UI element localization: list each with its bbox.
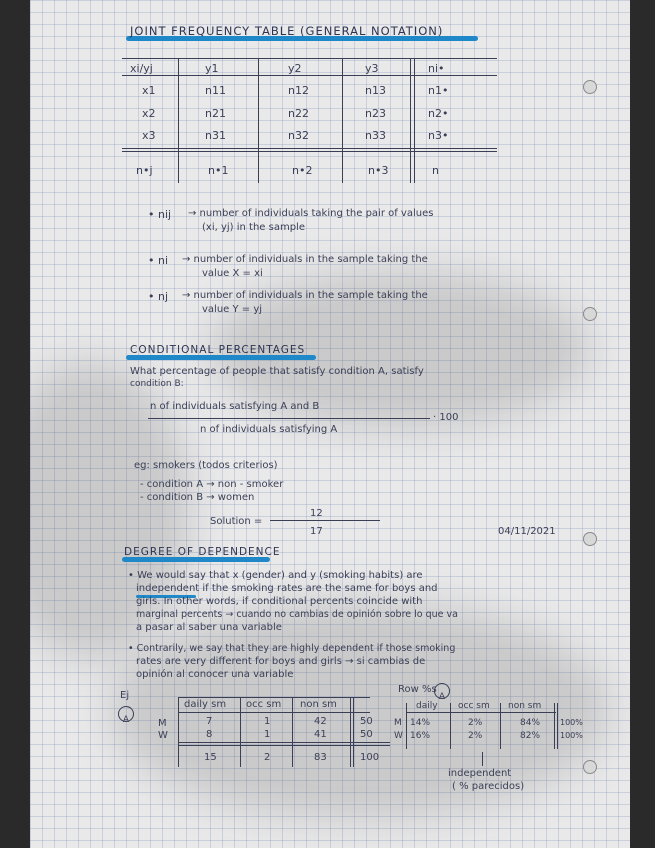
- solution-fraction-bar: [270, 520, 380, 521]
- table-cell: n3•: [428, 129, 449, 142]
- table-cell: n13: [365, 84, 386, 97]
- definition-text: value X = xi: [202, 268, 263, 279]
- table-cell: x3: [142, 129, 156, 142]
- table-total-cell: n•j: [136, 164, 153, 177]
- example-label: Ej: [120, 690, 130, 701]
- fraction-bar: [148, 418, 430, 419]
- row-table-note: independent: [448, 768, 512, 779]
- punch-hole: [583, 80, 597, 94]
- question-text: What percentage of people that satisfy condition A, satisfy: [130, 366, 424, 377]
- table-total-cell: n•2: [292, 164, 313, 177]
- section-heading: DEGREE OF DEPENDENCE: [124, 546, 281, 558]
- table-cell: n31: [205, 129, 226, 142]
- definition-text: → number of individuals taking the pair of values: [188, 208, 434, 219]
- table-total-cell: n•1: [208, 164, 229, 177]
- punch-hole: [583, 532, 597, 546]
- table-cell: x1: [142, 84, 156, 97]
- table-total-cell: n•3: [368, 164, 389, 177]
- punch-hole: [583, 307, 597, 321]
- date: 04/11/2021: [498, 526, 556, 537]
- arrow-stem: [482, 752, 483, 766]
- definition-symbol: • ni: [148, 254, 169, 267]
- table-cell: n33: [365, 129, 386, 142]
- table-header-cell: xi/yj: [130, 62, 153, 75]
- row-table-circle-marker: A: [434, 683, 450, 699]
- section-heading: CONDITIONAL PERCENTAGES: [130, 344, 306, 356]
- table-header-cell: ni•: [428, 62, 445, 75]
- formula-times: · 100: [433, 412, 459, 423]
- page-title: JOINT FREQUENCY TABLE (GENERAL NOTATION): [130, 24, 444, 38]
- condition-b: - condition B → women: [140, 492, 255, 503]
- table-cell: n21: [205, 107, 226, 120]
- formula-denominator: n of individuals satisfying A: [200, 424, 338, 435]
- definition-text: → number of individuals in the sample taking the: [182, 290, 428, 301]
- punch-hole: [583, 760, 597, 774]
- definition-symbol: • nij: [148, 208, 172, 221]
- notebook-page: JOINT FREQUENCY TABLE (GENERAL NOTATION) xi/yj y1 y2 y3 ni• x1 n11 n12 n13 n1• x2 n21 n22 n23 n2• x3 n31 n32 n33 n3• n•j n•1 n•2 n•3 n • nij → number of individuals taking the pair of values (xi, yj) in the sample • ni → number of individuals in the sample taking the value X = xi • nj → number of individuals in the sample taking the value Y = yj CONDITIONAL PERCENTAGES What percentage of people that satisfy condition A, satisfy condition B: n of individuals satisfying A and B · 100 n of individuals satisfying A eg: smokers (todos criterios) - condition A → non - smoker - condition B → women Solution = 12 17 04/11/2021 DEGREE OF DEPENDENCE • We would say that x (gender) and y (smoking habits) are independent if the smoking rates are the same for boys and girls. In other words, if conditional percents coincide with marginal percents → cuando no cambias de opinión sobre lo que va a pasar al saber una variable • Contrarily, we say that they are highly dependent if those smoking rates are very different for boys and girls → si cambias de opinión al conocer una variable Ej A daily sm occ sm non sm M 7 1 42 50 W 8 1 41 50 15 2 83 100 Row %s A daily occ sm non sm M 14% 2% 84% 100% W 16% 2% 82% 100% independent ( % parecidos): [30, 0, 630, 848]
- table-total-cell: n: [432, 164, 439, 177]
- row-table-note: ( % parecidos): [452, 781, 525, 792]
- table-cell: x2: [142, 107, 156, 120]
- condition-a: - condition A → non - smoker: [140, 479, 284, 490]
- table-cell: n23: [365, 107, 386, 120]
- definition-text: → number of individuals in the sample taking the: [182, 254, 428, 265]
- table-header-cell: y1: [205, 62, 219, 75]
- table-header-cell: y3: [365, 62, 379, 75]
- table-cell: n1•: [428, 84, 449, 97]
- solution-numerator: 12: [310, 508, 323, 519]
- example-text: eg: smokers (todos criterios): [134, 460, 278, 471]
- table-cell: n22: [288, 107, 309, 120]
- question-text: condition B:: [130, 379, 184, 389]
- table-header-cell: y2: [288, 62, 302, 75]
- table-cell: n11: [205, 84, 226, 97]
- table-cell: n32: [288, 129, 309, 142]
- definition-symbol: • nj: [148, 290, 169, 303]
- row-table-title: Row %s: [398, 684, 437, 695]
- solution-label: Solution =: [210, 516, 263, 527]
- definition-text: (xi, yj) in the sample: [202, 222, 305, 233]
- table-cell: n12: [288, 84, 309, 97]
- definition-text: value Y = yj: [202, 304, 263, 315]
- solution-denominator: 17: [310, 526, 323, 537]
- example-circle-marker: A: [118, 706, 134, 722]
- formula-numerator: n of individuals satisfying A and B: [150, 401, 320, 412]
- table-cell: n2•: [428, 107, 449, 120]
